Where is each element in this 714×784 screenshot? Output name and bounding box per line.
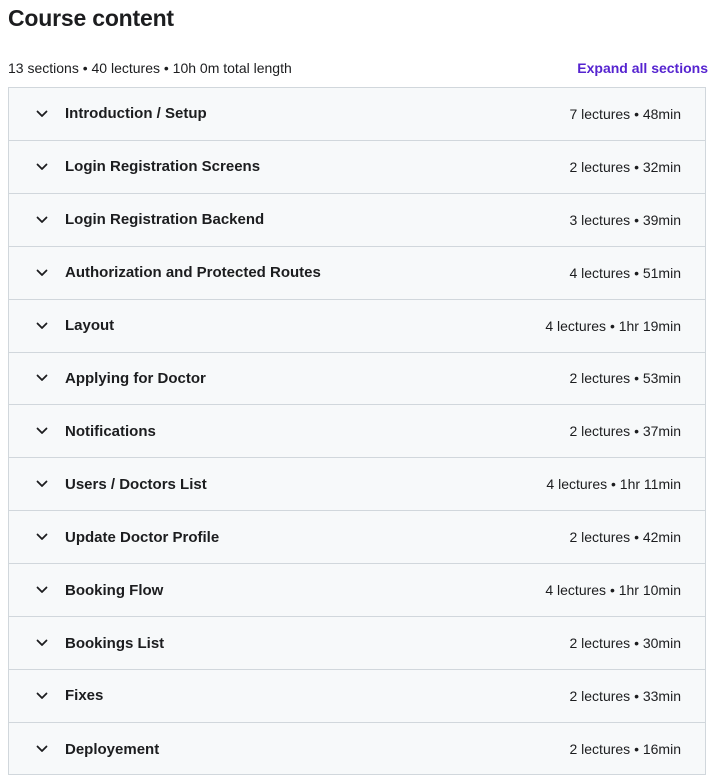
section-title: Bookings List: [65, 634, 165, 652]
chevron-down-icon: [35, 107, 49, 121]
section-list: [8, 87, 706, 775]
chevron-down-icon: [35, 319, 49, 333]
page-title: Course content: [8, 5, 174, 31]
section-meta: 2 lectures • 53min: [569, 370, 681, 387]
section-row[interactable]: [9, 141, 705, 194]
section-row[interactable]: [9, 564, 705, 617]
section-meta: 3 lectures • 39min: [569, 211, 681, 228]
chevron-down-icon: [35, 371, 49, 385]
section-title: Applying for Doctor: [65, 369, 206, 387]
section-meta: 7 lectures • 48min: [569, 105, 681, 122]
section-title: Login Registration Backend: [65, 211, 265, 229]
section-meta: 2 lectures • 42min: [569, 529, 681, 546]
section-row[interactable]: [9, 511, 705, 564]
section-title: Login Registration Screens: [65, 158, 261, 176]
section-meta: 2 lectures • 16min: [569, 741, 681, 758]
section-title: Notifications: [65, 422, 156, 440]
section-meta: 2 lectures • 33min: [569, 687, 681, 704]
expand-all-sections-button[interactable]: Expand all sections: [577, 60, 708, 76]
chevron-down-icon: [35, 160, 49, 174]
section-title: Booking Flow: [65, 581, 164, 599]
chevron-down-icon: [35, 530, 49, 544]
chevron-down-icon: [35, 266, 49, 280]
section-row[interactable]: [9, 617, 705, 670]
section-row[interactable]: [9, 723, 705, 776]
section-row[interactable]: [9, 353, 705, 406]
chevron-down-icon: [35, 689, 49, 703]
chevron-down-icon: [35, 583, 49, 597]
section-row[interactable]: [9, 88, 705, 141]
chevron-down-icon: [35, 742, 49, 756]
section-title: Users / Doctors List: [65, 475, 207, 493]
section-row[interactable]: [9, 247, 705, 300]
section-meta: 2 lectures • 32min: [569, 158, 681, 175]
section-title: Introduction / Setup: [65, 105, 207, 123]
section-title: Layout: [65, 317, 115, 335]
section-title: Authorization and Protected Routes: [65, 264, 321, 282]
section-meta: 2 lectures • 30min: [569, 635, 681, 652]
course-summary-row: [8, 58, 708, 78]
chevron-down-icon: [35, 213, 49, 227]
course-summary: 13 sections • 40 lectures • 10h 0m total length: [8, 60, 292, 76]
section-meta: 4 lectures • 1hr 11min: [546, 476, 681, 493]
section-title: Deployement: [65, 740, 160, 758]
section-row[interactable]: [9, 458, 705, 511]
section-row[interactable]: [9, 670, 705, 723]
chevron-down-icon: [35, 636, 49, 650]
section-meta: 4 lectures • 1hr 19min: [545, 317, 681, 334]
section-row[interactable]: [9, 405, 705, 458]
section-meta: 4 lectures • 51min: [569, 264, 681, 281]
section-row[interactable]: [9, 194, 705, 247]
section-row[interactable]: [9, 300, 705, 353]
chevron-down-icon: [35, 424, 49, 438]
section-meta: 2 lectures • 37min: [569, 423, 681, 440]
section-title: Fixes: [65, 687, 104, 705]
chevron-down-icon: [35, 477, 49, 491]
section-meta: 4 lectures • 1hr 10min: [545, 582, 681, 599]
section-title: Update Doctor Profile: [65, 528, 220, 546]
